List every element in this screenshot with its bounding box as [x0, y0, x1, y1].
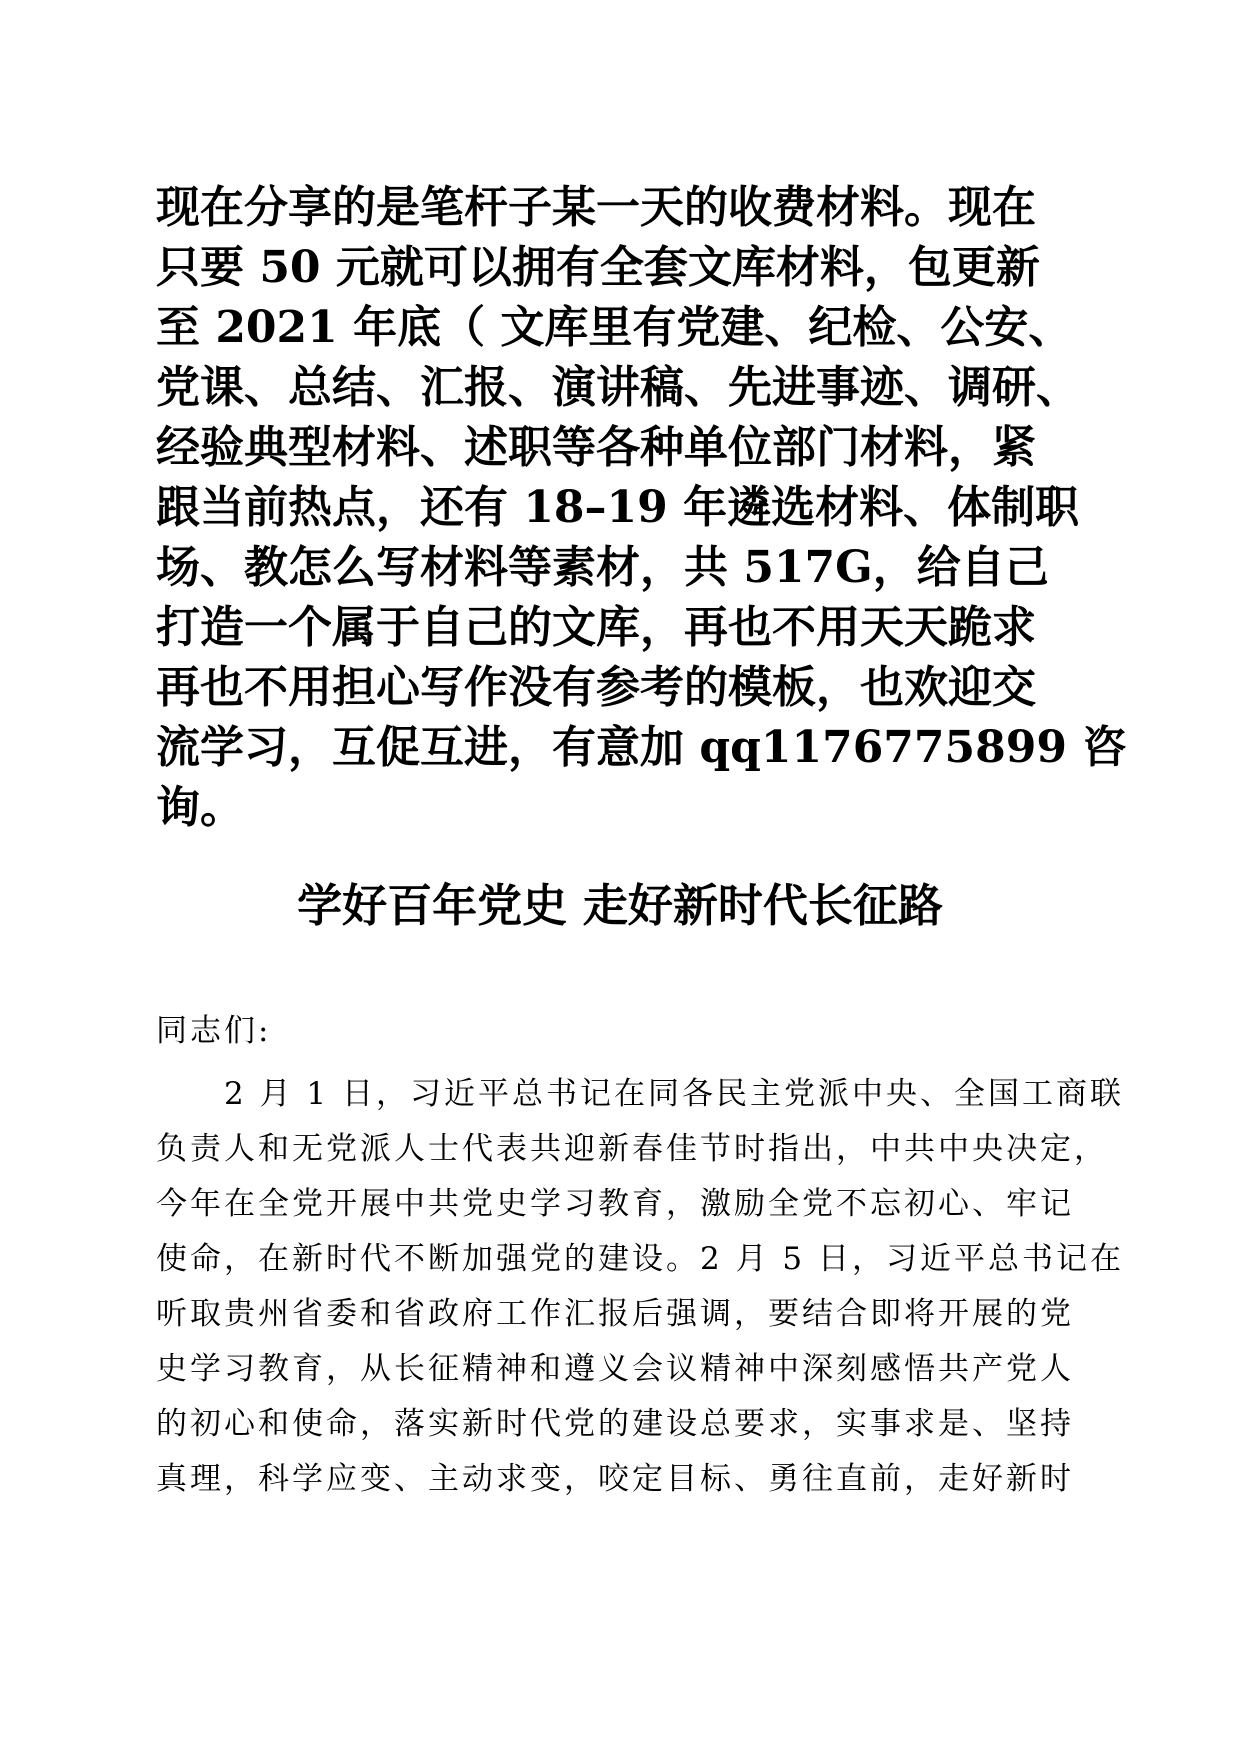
promo-line: 现在分享的是笔杆子某一天的收费材料。现在	[156, 182, 1036, 233]
promo-line: 党课、总结、汇报、演讲稿、先进事迹、调研、	[156, 362, 1080, 413]
body-line: 真理，科学应变、主动求变，咬定目标、勇往直前，走好新时	[156, 1461, 1074, 1497]
body-line: 听取贵州省委和省政府工作汇报后强调，要结合即将开展的党	[156, 1296, 1074, 1332]
body-line: 负责人和无党派人士代表共迎新春佳节时指出，中共中央决定，	[156, 1131, 1108, 1167]
body-line: 2 月 1 日，习近平总书记在同各民主党派中央、全国工商联	[156, 1076, 1125, 1112]
promo-line: 流学习，互促互进，有意加 qq1176775899 咨	[156, 722, 1127, 773]
promo-line: 经验典型材料、述职等各种单位部门材料，紧	[156, 422, 1036, 473]
body-line: 使命，在新时代不断加强党的建设。2 月 5 日，习近平总书记在	[156, 1241, 1125, 1277]
promo-line: 再也不用担心写作没有参考的模板，也欢迎交	[156, 662, 1036, 713]
promo-line: 跟当前热点，还有 18–19 年遴选材料、体制职	[156, 482, 1080, 533]
document-title: 学好百年党史 走好新时代长征路	[297, 879, 943, 932]
body-line: 的初心和使命，落实新时代党的建设总要求，实事求是、坚持	[156, 1406, 1074, 1442]
body-line: 今年在全党开展中共党史学习教育，激励全党不忘初心、牢记	[156, 1186, 1074, 1222]
promo-line: 场、教怎么写材料等素材，共 517G，给自己	[156, 542, 1049, 593]
promo-line: 只要 50 元就可以拥有全套文库材料，包更新	[156, 242, 1040, 293]
promo-paragraph	[156, 178, 1127, 838]
greeting: 同志们:	[156, 1013, 272, 1049]
body-line: 史学习教育，从长征精神和遵义会议精神中深刻感悟共产党人	[156, 1351, 1074, 1387]
promo-line: 打造一个属于自己的文库，再也不用天天跪求	[156, 602, 1036, 653]
speech-body	[156, 1004, 1125, 1507]
promo-line: 询。	[156, 782, 244, 833]
promo-line: 至 2021 年底（ 文库里有党建、纪检、公安、	[156, 302, 1073, 353]
